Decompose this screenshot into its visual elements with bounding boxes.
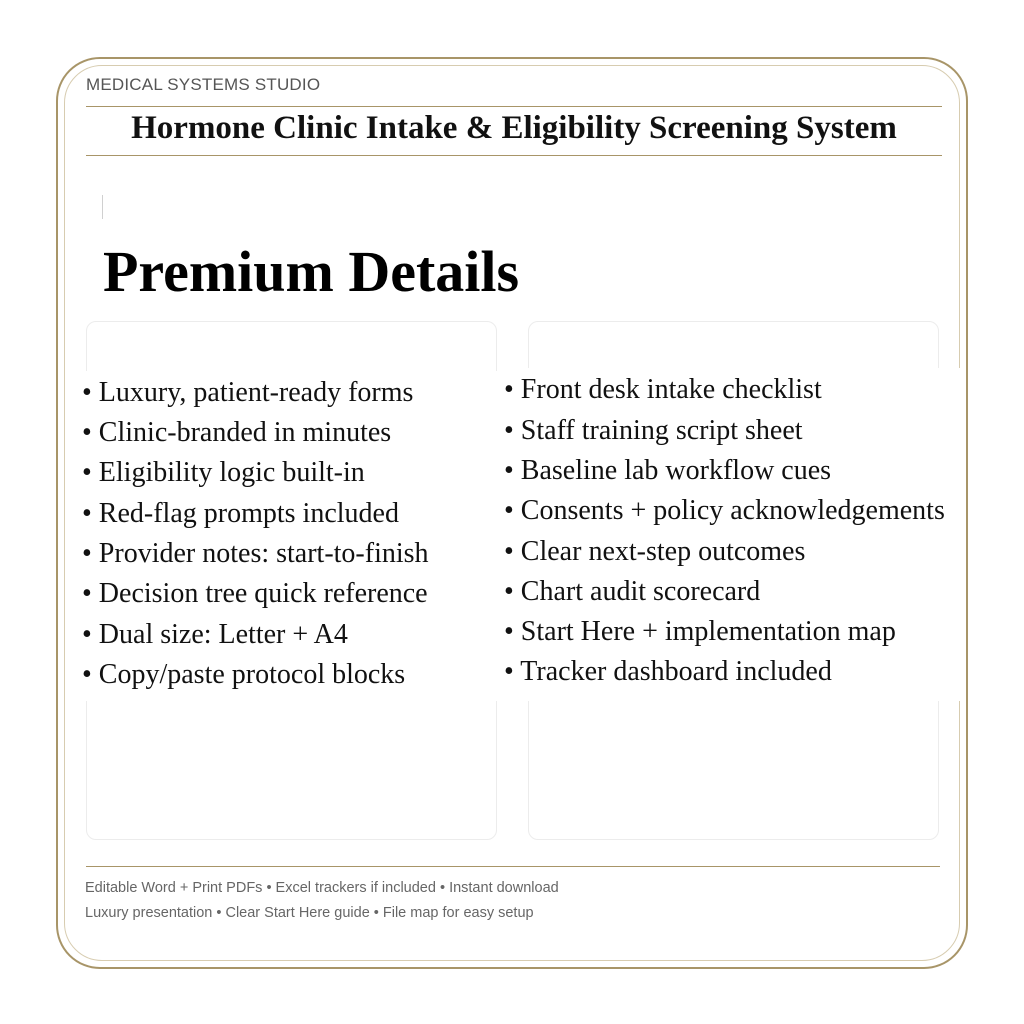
- list-item: • Red-flag prompts included: [82, 498, 399, 529]
- header-top-rule: [86, 106, 942, 107]
- studio-name: MEDICAL SYSTEMS STUDIO: [86, 75, 321, 94]
- list-item: • Consents + policy acknowledgements: [504, 495, 945, 526]
- list-item: • Copy/paste protocol blocks: [82, 659, 406, 690]
- list-item: • Dual size: Letter + A4: [82, 619, 348, 650]
- list-item: • Luxury, patient-ready forms: [82, 377, 414, 408]
- list-item: • Staff training script sheet: [504, 415, 803, 446]
- list-item: • Provider notes: start-to-finish: [82, 538, 429, 569]
- page-title: Hormone Clinic Intake & Eligibility Screening System: [131, 110, 897, 146]
- header-bottom-rule: [86, 155, 942, 156]
- feature-list-left: [76, 371, 500, 701]
- feature-list-right: [498, 368, 964, 701]
- footer-rule: [86, 866, 940, 867]
- list-item: • Start Here + implementation map: [504, 616, 896, 647]
- list-item: • Decision tree quick reference: [82, 578, 428, 609]
- footer-line-2: Luxury presentation • Clear Start Here guide • File map for easy setup: [85, 905, 534, 921]
- list-item: • Front desk intake checklist: [504, 374, 822, 405]
- footer-line-1: Editable Word + Print PDFs • Excel trackers if included • Instant download: [85, 880, 559, 896]
- list-item: • Clinic-branded in minutes: [82, 417, 392, 448]
- section-title: Premium Details: [103, 239, 520, 304]
- list-item: • Chart audit scorecard: [504, 576, 761, 607]
- list-item: • Eligibility logic built-in: [82, 457, 365, 488]
- divider-tick: [102, 195, 103, 219]
- list-item: • Clear next-step outcomes: [504, 536, 806, 567]
- list-item: • Tracker dashboard included: [504, 656, 832, 687]
- list-item: • Baseline lab workflow cues: [504, 455, 832, 486]
